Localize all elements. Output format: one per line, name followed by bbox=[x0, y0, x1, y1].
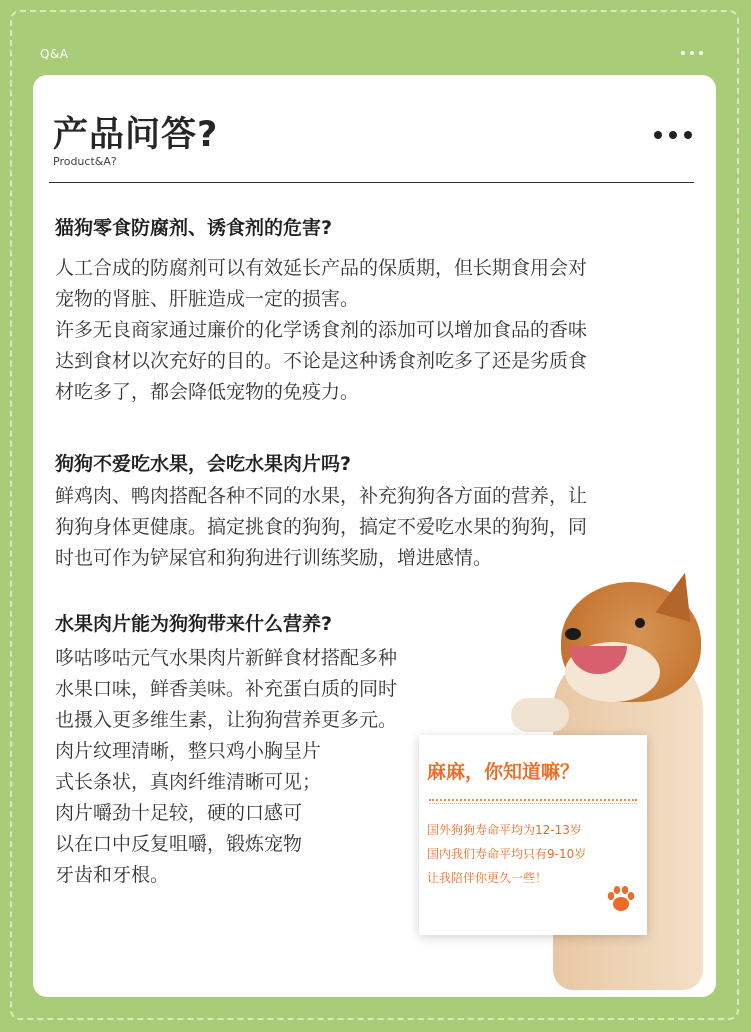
page-title: 产品问答? bbox=[53, 115, 219, 155]
sign-title: 麻麻，你知道嘛？ bbox=[427, 761, 580, 783]
answer-line: 式长条状，真肉纤维清晰可见； bbox=[55, 771, 322, 793]
answer-line: 鲜鸡肉、鸭肉搭配各种不同的水果，补充狗狗各方面的营养，让 bbox=[55, 485, 588, 507]
divider bbox=[49, 182, 694, 183]
page-subtitle: Product&A? bbox=[53, 155, 117, 168]
sign-line: 让我陪伴你更久一些！ bbox=[427, 871, 548, 885]
more-dots-icon bbox=[654, 131, 692, 139]
answer-3 bbox=[55, 643, 397, 891]
dog-eye bbox=[635, 618, 645, 628]
answer-line: 人工合成的防腐剂可以有效延长产品的保质期，但长期食用会对 bbox=[55, 257, 588, 279]
qa-card bbox=[33, 75, 716, 997]
answer-line: 哆咕哆咕元气水果肉片新鲜食材搭配多种 bbox=[55, 647, 398, 669]
sign-line: 国外狗狗寿命平均为12-13岁 bbox=[427, 823, 582, 837]
sign-divider bbox=[429, 799, 637, 801]
qa-tag: Q&A bbox=[40, 47, 69, 61]
answer-line: 牙齿和牙根。 bbox=[55, 864, 170, 886]
answer-line: 材吃多了，都会降低宠物的免疫力。 bbox=[55, 381, 360, 403]
question-3: 水果肉片能为狗狗带来什么营养? bbox=[55, 613, 333, 635]
more-dots-icon bbox=[681, 51, 703, 55]
answer-line: 时也可作为铲屎官和狗狗进行训练奖励，增进感情。 bbox=[55, 547, 493, 569]
sign-board bbox=[419, 735, 647, 935]
paw-print-icon bbox=[605, 883, 637, 915]
answer-1 bbox=[55, 253, 587, 408]
answer-line: 也摄入更多维生素，让狗狗营养更多元。 bbox=[55, 709, 398, 731]
dog-paw bbox=[511, 698, 569, 732]
question-1: 猫狗零食防腐剂、诱食剂的危害? bbox=[55, 217, 333, 239]
dog-illustration bbox=[383, 580, 716, 997]
answer-line: 以在口中反复咀嚼，锻炼宠物 bbox=[55, 833, 303, 855]
sign-line: 国内我们寿命平均只有9-10岁 bbox=[427, 847, 587, 861]
answer-line: 达到食材以次充好的目的。不论是这种诱食剂吃多了还是劣质食 bbox=[55, 350, 588, 372]
answer-line: 狗狗身体更健康。搞定挑食的狗狗，搞定不爱吃水果的狗狗，同 bbox=[55, 516, 588, 538]
sign-divider bbox=[429, 803, 637, 804]
dog-nose bbox=[565, 628, 581, 640]
answer-line: 许多无良商家通过廉价的化学诱食剂的添加可以增加食品的香味 bbox=[55, 319, 588, 341]
question-2: 狗狗不爱吃水果，会吃水果肉片吗? bbox=[55, 453, 352, 475]
answer-line: 肉片纹理清晰，整只鸡小胸呈片 bbox=[55, 740, 322, 762]
answer-2 bbox=[55, 481, 587, 574]
answer-line: 水果口味，鲜香美味。补充蛋白质的同时 bbox=[55, 678, 398, 700]
dog-ear bbox=[656, 568, 703, 622]
answer-line: 宠物的肾脏、肝脏造成一定的损害。 bbox=[55, 288, 360, 310]
answer-line: 肉片嚼劲十足较，硬的口感可 bbox=[55, 802, 303, 824]
